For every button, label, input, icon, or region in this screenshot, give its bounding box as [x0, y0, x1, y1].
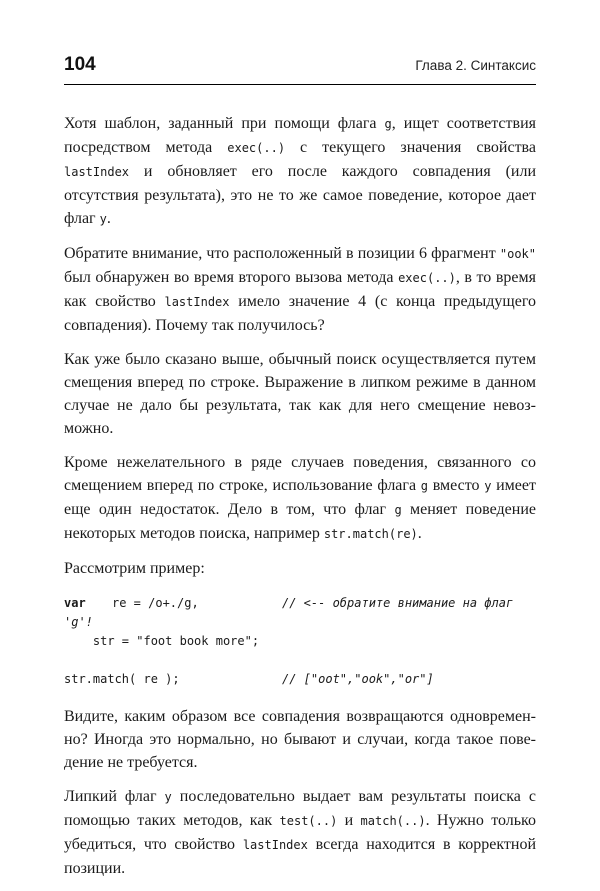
inline-code: test(..) [279, 814, 338, 828]
text: вместо [428, 477, 485, 494]
text: и [337, 812, 361, 829]
text: Рассмотрим пример: [64, 560, 205, 577]
paragraph-5 [64, 557, 536, 580]
inline-code: g [384, 117, 392, 131]
text: Как уже было сказано выше, обычный поиск осуществляется путем смещения вперед по строке. Выражение в липком режиме в данном случае не дало бы результата, так как для него смещение невозможно. [64, 351, 536, 437]
text: Обратите внимание, что расположенный в позиции 6 фрагмент [64, 245, 500, 262]
inline-code: exec(..) [227, 141, 286, 155]
inline-code: exec(..) [398, 271, 456, 285]
inline-code: g [394, 503, 402, 517]
page-number: 104 [64, 54, 96, 75]
inline-code: g [420, 479, 428, 493]
code-line-1 [64, 594, 536, 613]
paragraph-4 [64, 451, 536, 546]
page-header [64, 52, 536, 85]
code-text: str = "foot book more"; [64, 634, 260, 648]
inline-code: lastIndex [242, 838, 308, 852]
paragraph-7 [64, 785, 536, 880]
text: имеет еще один недостаток. Дело в том, что флаг [64, 477, 536, 518]
text: меняет поведение некоторых методов поиска, например [64, 501, 536, 542]
text: имело значение 4 (с конца предыдущего совпадения). Почему так получилось? [64, 293, 536, 334]
code-line-3 [64, 632, 536, 651]
text: . [417, 525, 422, 542]
code-text: str.match( re ); [64, 672, 180, 686]
code-example [64, 594, 536, 689]
text: , ищет соответствия посредством метода [64, 115, 536, 156]
text: . Нужно только убедиться, что свойство [64, 812, 536, 853]
text: Видите, каким образом все совпадения возвращаются одновременно? Иногда это нормально, но бывают и случаи, когда такое поведение не требуется. [64, 708, 536, 771]
paragraph-6 [64, 705, 536, 774]
text: Хотя шаблон, заданный при помощи флага [64, 115, 385, 132]
inline-code: lastIndex [164, 295, 230, 309]
text: , в то время как свойство [64, 269, 537, 310]
paragraph-3 [64, 348, 536, 440]
code-text: re = /o+./g, [112, 596, 199, 610]
chapter-title: Глава 2. Синтаксис [415, 58, 536, 73]
text: всегда находится в корректной позиции. [64, 836, 537, 877]
text: и обновляет его после каждого совпадения (или отсутствия результата), это не то же самое поведение, которое дает флаг [64, 163, 536, 227]
text: . [106, 210, 111, 227]
inline-code: y [99, 212, 107, 226]
inline-code: lastIndex [64, 165, 130, 179]
text: Кроме нежелательного в ряде случаев поведения, связанного со смещением вперед по строке, использование флага [64, 454, 536, 494]
code-line-2 [64, 613, 536, 632]
text: был обнаружен во время второго вызова метода [64, 269, 399, 286]
code-keyword: var [64, 596, 86, 610]
code-comment: // <-- обратите внимание на флаг [282, 596, 514, 610]
inline-code: "ook" [499, 247, 536, 261]
inline-code: y [484, 479, 492, 493]
inline-code: match(..) [360, 814, 426, 828]
text: Липкий флаг [64, 788, 165, 805]
inline-code: y [164, 790, 172, 804]
text: последовательно выдает вам результаты поиска с помощью таких методов, как [64, 788, 536, 829]
paragraph-2 [64, 242, 536, 337]
page-body [64, 112, 536, 891]
inline-code: str.match(re) [323, 527, 418, 541]
code-comment: // ["oot","ook","or"] [282, 672, 434, 686]
paragraph-1 [64, 112, 536, 231]
code-blank-line [64, 651, 536, 670]
code-comment: 'g'! [64, 615, 93, 629]
text: с текущего значения свойства [285, 139, 536, 156]
code-line-4 [64, 670, 536, 689]
